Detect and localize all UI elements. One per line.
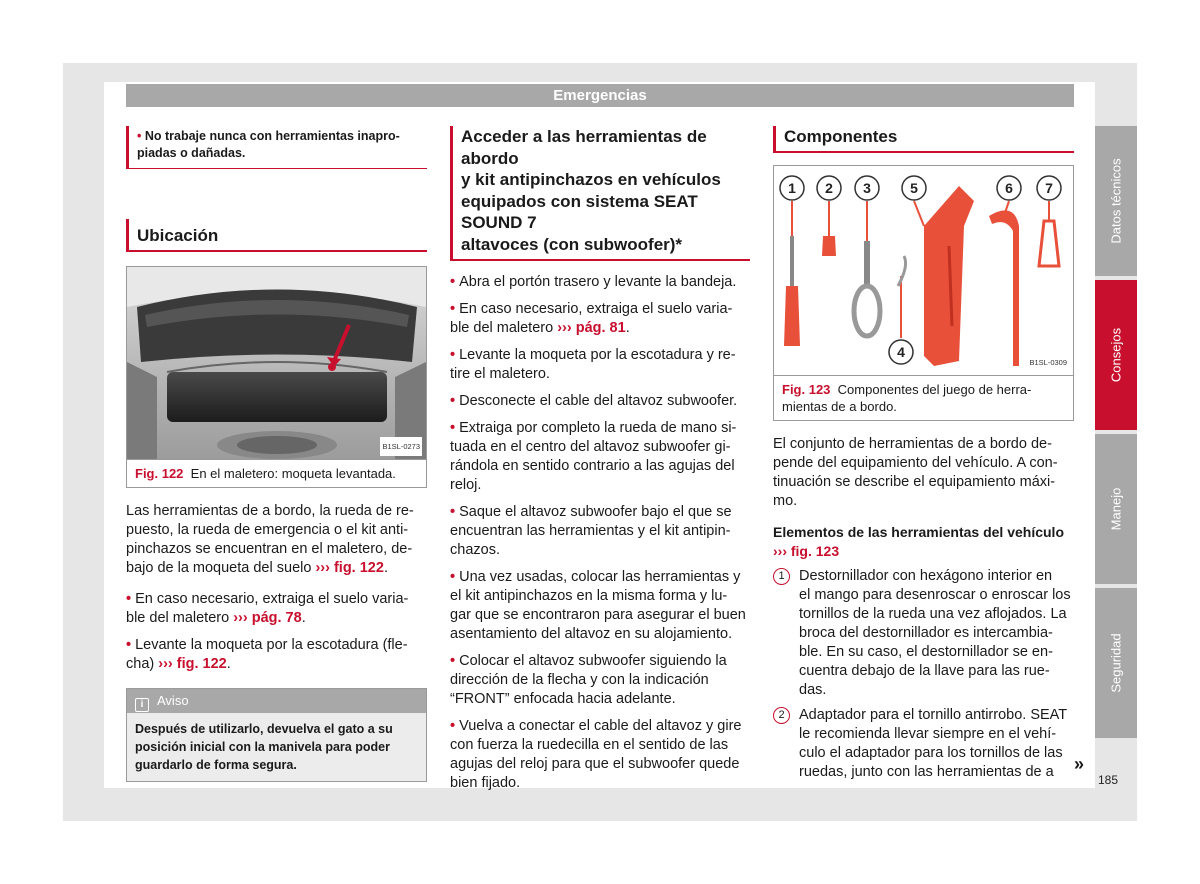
step-item — [450, 346, 750, 384]
step-item — [450, 717, 750, 793]
text-line: Después de utilizarlo, devuelva el gato a su — [135, 722, 393, 736]
intro-paragraph — [773, 435, 1074, 511]
text-line: Adaptador para el tornillo antirrobo. SEAT — [799, 707, 1068, 723]
page-number: 185 — [1098, 773, 1119, 787]
text-line — [450, 300, 750, 319]
wrench-shape — [989, 210, 1019, 366]
tab-manejo[interactable] — [1095, 434, 1137, 584]
callout-number: 4 — [897, 344, 905, 360]
figure-code: B1SL-0309 — [1027, 353, 1069, 372]
bullet-icon: • — [450, 718, 460, 734]
column-left — [126, 126, 427, 782]
column-right — [773, 126, 1074, 788]
callout-number: 2 — [825, 180, 833, 196]
page-ref-link[interactable]: ››› pág. 81 — [557, 320, 626, 336]
figure-caption — [774, 375, 1073, 420]
towing-eye-ring — [854, 286, 880, 336]
callout-number: 1 — [788, 180, 796, 196]
text-line — [450, 568, 750, 587]
text-line: culo el adaptador para los tornillos de las — [799, 745, 1063, 761]
bullet-icon: • — [450, 347, 460, 363]
tools-image-icon — [774, 166, 1073, 375]
text-line: ble del maletero ››› pág. 81. — [450, 320, 630, 336]
text-line — [450, 625, 750, 644]
text-line: guardarlo de forma segura. — [135, 758, 297, 772]
step-item — [450, 568, 750, 644]
title-line: altavoces (con subwoofer)* — [461, 234, 683, 254]
text-line — [450, 438, 750, 457]
tab-label: Seguridad — [1108, 633, 1124, 693]
bullet-icon: • — [450, 420, 460, 436]
tab-label: Consejos — [1108, 327, 1124, 383]
step-text: Levante la moqueta por la escotadura y re- — [459, 347, 736, 363]
list-item: • En caso necesario, extraiga el suelo varia- ble del maletero ››› pág. 78. — [126, 591, 409, 626]
text-line: mo. — [773, 493, 798, 509]
step-text: rándola en sentido contrario a las agujas del — [450, 458, 735, 474]
location-paragraph: Las herramientas de a bordo, la rueda de re- puesto, la rueda de emergencia o el kit anti- pinchazos se encuentran en el maletero, de- bajo de la moqueta del suelo ››› fig. 122. — [126, 502, 427, 578]
tab-label: Manejo — [1108, 487, 1124, 531]
column-middle — [450, 126, 750, 801]
section-title-componentes: Componentes — [773, 126, 1074, 153]
text-line: pinchazos se encuentran en el maletero, de- — [126, 541, 413, 557]
figure-caption-text: Componentes del juego de herra- — [837, 382, 1032, 397]
text-line: Las herramientas de a bordo, la rueda de re- — [126, 503, 414, 519]
text-line: Destornillador con hexágono interior en — [799, 568, 1053, 584]
text-line — [450, 346, 750, 365]
bullet-icon — [137, 129, 145, 143]
text-line — [450, 690, 750, 709]
screwdriver-shaft — [790, 236, 794, 286]
bullet-icon: • — [450, 653, 460, 669]
hook-shape — [1039, 221, 1059, 266]
adapter-shape — [822, 236, 836, 256]
step-text: tire el maletero. — [450, 366, 550, 382]
figure-123 — [773, 165, 1074, 421]
text-line — [450, 736, 750, 755]
warning-line-2: piadas o dañadas. — [137, 146, 246, 160]
step-item — [450, 300, 750, 338]
warning-box — [126, 126, 427, 169]
step-text: En caso necesario, extraiga el suelo varia- — [459, 301, 733, 317]
callout-number: 7 — [1045, 180, 1053, 196]
text-line: bajo de la moqueta del suelo — [126, 560, 316, 576]
location-bullets — [126, 590, 427, 674]
steps-list — [450, 273, 750, 793]
warning-line-1: No trabaje nunca con herramientas inapro- — [144, 129, 400, 143]
text-line: cha) — [126, 656, 159, 672]
step-item — [450, 392, 750, 411]
title-line: y kit antipinchazos en vehículos — [461, 170, 721, 189]
text-line: pende del equipamiento del vehículo. A con- — [773, 455, 1058, 471]
text-line: Levante la moqueta por la escotadura (fle- — [135, 637, 408, 653]
tab-datos-tecnicos[interactable] — [1095, 126, 1137, 276]
text-line — [450, 652, 750, 671]
section-title-acceder — [450, 126, 750, 261]
list-item: • Levante la moqueta por la escotadura (fle- cha) ››› fig. 122. — [126, 637, 408, 672]
bullet-icon: • — [450, 569, 460, 585]
text-line — [450, 755, 750, 774]
chapter-header: Emergencias — [126, 84, 1074, 107]
text-line — [450, 503, 750, 522]
fig-122-link[interactable]: ››› fig. 122 — [158, 656, 227, 672]
component-text — [799, 706, 1067, 782]
text-line: le recomienda llevar siempre en el vehí- — [799, 726, 1057, 742]
callout-number: 6 — [1005, 180, 1013, 196]
step-text: asentamiento del altavoz en su alojamiento. — [450, 626, 733, 642]
text-line — [450, 419, 750, 438]
step-text: tuada en el centro del altavoz subwoofer gi- — [450, 439, 731, 455]
fig-123-link[interactable]: ››› fig. 123 — [773, 543, 840, 559]
hook-shape — [898, 256, 906, 286]
trunk-illustration — [127, 267, 426, 459]
step-text: Una vez usadas, colocar las herramientas y — [459, 569, 741, 585]
text-line — [450, 717, 750, 736]
text-line: puesto, la rueda de emergencia o el kit anti- — [126, 522, 409, 538]
step-text: “FRONT” enfocada hacia adelante. — [450, 691, 676, 707]
notice-header — [127, 689, 426, 713]
text-line: ble. En su caso, el destornillador se en- — [799, 644, 1053, 660]
number-badge: 2 — [773, 707, 790, 724]
text-line — [450, 476, 750, 495]
bullet-icon: • — [450, 504, 460, 520]
step-text: con fuerza la ruedecilla en el sentido de las — [450, 737, 729, 753]
step-text: agujas del reloj para que el subwoofer quede — [450, 756, 740, 772]
callout-number: 5 — [910, 180, 918, 196]
screwdriver-handle — [784, 286, 800, 346]
text-line: ruedas, junto con las herramientas de a — [799, 764, 1054, 780]
step-text: Extraiga por completo la rueda de mano si- — [459, 420, 737, 436]
step-text: reloj. — [450, 477, 482, 493]
figure-code: B1SL-0273 — [380, 437, 422, 456]
info-icon: i — [135, 698, 149, 712]
trunk-image-icon — [127, 267, 426, 459]
callout-number: 3 — [863, 180, 871, 196]
number-badge: 1 — [773, 568, 790, 585]
continue-icon: » — [1074, 754, 1085, 774]
step-text: Vuelva a conectar el cable del altavoz y gire — [459, 718, 742, 734]
tab-label: Datos técnicos — [1108, 158, 1124, 244]
text-line — [450, 273, 750, 292]
text-line — [450, 587, 750, 606]
bullet-icon: • — [450, 393, 460, 409]
text-line: El conjunto de herramientas de a bordo de- — [773, 436, 1052, 452]
text-line — [450, 392, 750, 411]
step-text: Desconecte el cable del altavoz subwoofer. — [459, 393, 738, 409]
elements-heading — [773, 523, 1074, 561]
step-item — [450, 652, 750, 709]
text-line — [450, 541, 750, 560]
step-text: dirección de la flecha y con la indicación — [450, 672, 709, 688]
figure-caption-text: mientas de a bordo. — [782, 399, 897, 414]
components-list — [773, 567, 1074, 782]
text-line — [450, 365, 750, 384]
step-text: ble del maletero — [450, 320, 558, 336]
step-text: Colocar el altavoz subwoofer siguiendo la — [459, 653, 727, 669]
figure-122 — [126, 266, 427, 488]
bullet-icon: • — [126, 591, 132, 607]
notice-title: Aviso — [157, 693, 189, 708]
title-line: Acceder a las herramientas de abordo — [461, 127, 707, 168]
figure-label: Fig. 122 — [135, 466, 184, 481]
bullet-icon: • — [450, 301, 460, 317]
bullet-icon: • — [450, 274, 460, 290]
step-item — [450, 503, 750, 560]
bullet-icon: • — [126, 637, 132, 653]
notice-body — [127, 713, 426, 781]
tab-seguridad[interactable] — [1095, 588, 1137, 738]
towing-eye-shaft — [864, 241, 870, 286]
step-text: Saque el altavoz subwoofer bajo el que se — [459, 504, 732, 520]
tools-illustration — [774, 166, 1073, 375]
component-text — [799, 567, 1071, 700]
component-item — [773, 706, 1074, 782]
text-line: el mango para desenroscar o enroscar los — [799, 587, 1071, 603]
component-item — [773, 567, 1074, 700]
text-line — [450, 522, 750, 541]
figure-caption-text: En el maletero: moqueta levantada. — [190, 466, 396, 481]
leader-line — [914, 201, 924, 226]
text-line: tinuación se describe el equipamiento máxi- — [773, 474, 1056, 490]
step-text: el kit antipinchazos en la misma forma y lu- — [450, 588, 728, 604]
text-line — [450, 671, 750, 690]
text-line: broca del destornillador es intercambia- — [799, 625, 1053, 641]
step-text: gar que se encontraron para asegurar el buen — [450, 607, 746, 623]
text-line: das. — [799, 682, 827, 698]
step-text: bien fijado. — [450, 775, 521, 791]
text-line — [450, 606, 750, 625]
text-line: ble del maletero — [126, 610, 234, 626]
figure-caption — [127, 459, 426, 487]
step-item — [450, 419, 750, 495]
subsection-title: Elementos de las herramientas del vehículo — [773, 524, 1064, 540]
text-line: cuentra debajo de la llave para las rue- — [799, 663, 1050, 679]
text-line — [450, 457, 750, 476]
text-line: posición inicial con la manivela para poder — [135, 740, 390, 754]
step-text: Abra el portón trasero y levante la bandeja. — [459, 274, 737, 290]
text-line: En caso necesario, extraiga el suelo varia- — [135, 591, 409, 607]
text-line — [450, 774, 750, 793]
figure-label: Fig. 123 — [782, 382, 831, 397]
step-text: chazos. — [450, 542, 500, 558]
tab-consejos[interactable] — [1095, 280, 1137, 430]
pag-78-link[interactable]: ››› pág. 78 — [233, 610, 302, 626]
fig-122-link[interactable]: ››› fig. 122 — [315, 560, 384, 576]
step-item — [450, 273, 750, 292]
step-text: encuentran las herramientas y el kit antipin- — [450, 523, 731, 539]
notice-box — [126, 688, 427, 782]
text-line: tornillos de la rueda una vez aflojados. La — [799, 606, 1067, 622]
section-title-ubicacion: Ubicación — [126, 219, 427, 252]
title-line: equipados con sistema SEAT SOUND 7 — [461, 191, 698, 232]
